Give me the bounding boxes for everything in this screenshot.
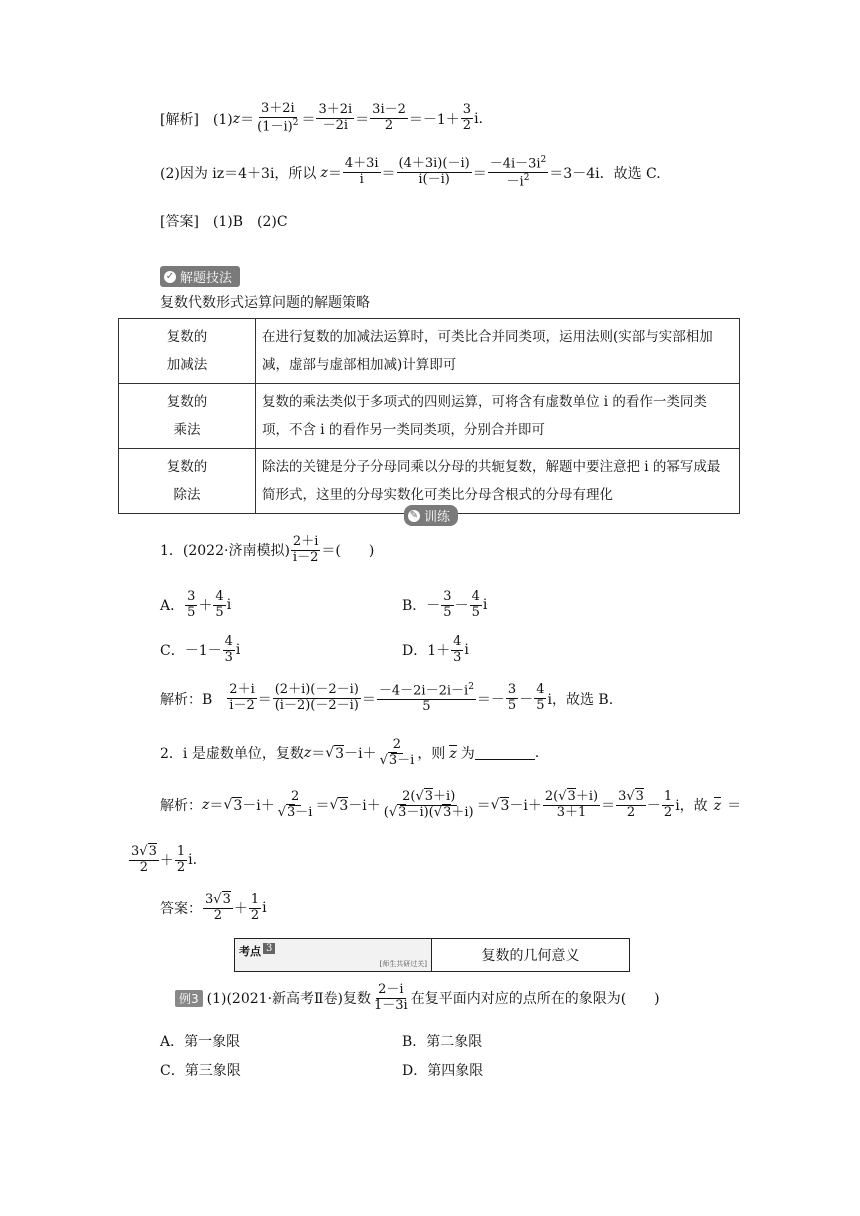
method-badge: ✓ 解题技法 [160,266,240,287]
kaodian-num: 3 [263,943,275,954]
kaodian-sub: [师生共研过关] [379,960,427,968]
option-c[interactable]: C．－1－ $\frac{4}{3}$ i [160,634,241,665]
solution-q1: 解析：B $\frac{2+i}{i-2}$ ＝ $\frac{(2+i)(-2-i)}{(i-2)(-2-i)}$ ＝ $\frac{-4-2i-2i-i^2}{5}$ ＝－ $\frac{3}{5}$ － $\frac{4}{5}$ i，故选 B. [160,682,614,715]
example-badge: 例3 [175,990,203,1007]
solution-1: [解析] (1) z ＝ $\frac{3+2i}{(1-i)^2}$ ＝ $\frac{3+2i}{-2i}$ ＝ $\frac{3i-2}{2}$ ＝－1＋ $\frac{3}{2}$ i. [160,101,484,135]
answer-2: 答案： $\frac{3√ 3}{2}$ ＋ $\frac{1}{2}$ i [160,893,267,924]
var-z: z [232,110,241,127]
solution-q2: 解析： z ＝ √ 3 －i＋ 2 √ 3－i ＝ √ 3 －i＋ $\frac{2(√ 3+i)}{(√ 3-i)(√ 3+i)}$ ＝ √ 3 －i＋ $\frac{2(√ 3+i)}{3+1}$ ＝ $\frac{3√ 3}{2}$ － $\frac{1}{2}$ i，故 z ＝ [160,790,741,821]
table-row: 复数的 加减法 在进行复数的加减法运算时，可类比合并同类项，运用法则(实部与实部相加减，虚部与虚部相加减)计算即可 [119,319,740,384]
solution-2: (2)因为 iz＝4＋3i，所以 z ＝ $\frac{4+3i}{i}$ ＝ $\frac{(4+3i)(-i)}{i(-i)}$ ＝ $\frac{-4i-3i^2}{-i^2}$ ＝3－4i．故选 C. [160,155,661,190]
pencil-icon: ✎ [409,509,419,521]
fraction: $\frac{3i-2}{2}$ [372,102,406,134]
fraction: $\frac{3+2i}{(1-i)^2}$ [257,101,299,135]
kaodian-tag: 考点 [239,945,261,958]
kaodian-header [234,938,630,972]
solution-label: [解析] (1) [160,111,233,128]
table-row: 复数的 乘法 复数的乘法类似于多项式的四则运算，可将含有虚数单位 i 的看作一类同类项，不含 i 的看作另一类同类项，分别合并即可 [119,384,740,449]
option-d[interactable]: D．1＋ $\frac{4}{3}$ i [402,634,469,665]
strategy-table [118,318,740,514]
fraction: $\frac{3}{2}$ [462,102,472,134]
ex3-option-d[interactable]: D．第四象限 [402,1063,484,1079]
ex3-option-a[interactable]: A．第一象限 [160,1034,241,1050]
fraction: $\frac{-4i-3i^2}{-i^2}$ [489,155,547,190]
example-3: 例3 (1)(2021·新高考Ⅱ卷)复数 $\frac{2-i}{1-3i}$ 在复平面内对应的点所在的象限为( ) [175,983,660,1014]
solution-q2-cont: $\frac{3√ 3}{2}$ ＋ $\frac{1}{2}$ i. [128,845,197,876]
fraction: $\frac{4+3i}{i}$ [344,156,379,188]
table-row: 复数的 除法 除法的关键是分子分母同乘以分母的共轭复数，解题中要注意把 i 的幂写成最简形式，这里的分母实数化可类比分母含根式的分母有理化 [119,449,740,514]
strategy-title: 复数代数形式运算问题的解题策略 [160,295,370,311]
fraction: $\frac{(4+3i)(-i)}{i(-i)}$ [398,156,470,188]
answer-1: [答案] (1)B (2)C [160,214,288,230]
train-badge: ✎ 训练 [404,505,458,526]
check-icon: ✓ [165,270,175,282]
option-a[interactable]: A． $\frac{3}{5}$ ＋ $\frac{4}{5}$ i [160,589,232,620]
ex3-option-c[interactable]: C．第三象限 [160,1063,241,1079]
fraction: $\frac{3+2i}{-2i}$ [318,102,353,134]
ex3-option-b[interactable]: B．第二象限 [402,1034,483,1050]
kaodian-title: 复数的几何意义 [481,948,580,964]
eq: ＝ [240,111,255,128]
option-b[interactable]: B．－ $\frac{3}{5}$ － $\frac{4}{5}$ i [402,589,488,620]
question-2: 2．i 是虚数单位，复数 z ＝ √ 3 －i＋ 2 √ 3－i ，则 z 为 . [160,738,539,769]
answer-blank[interactable] [475,747,535,760]
question-1: 1．(2022·济南模拟) $\frac{2+i}{i-2}$ ＝( ) [160,534,375,565]
